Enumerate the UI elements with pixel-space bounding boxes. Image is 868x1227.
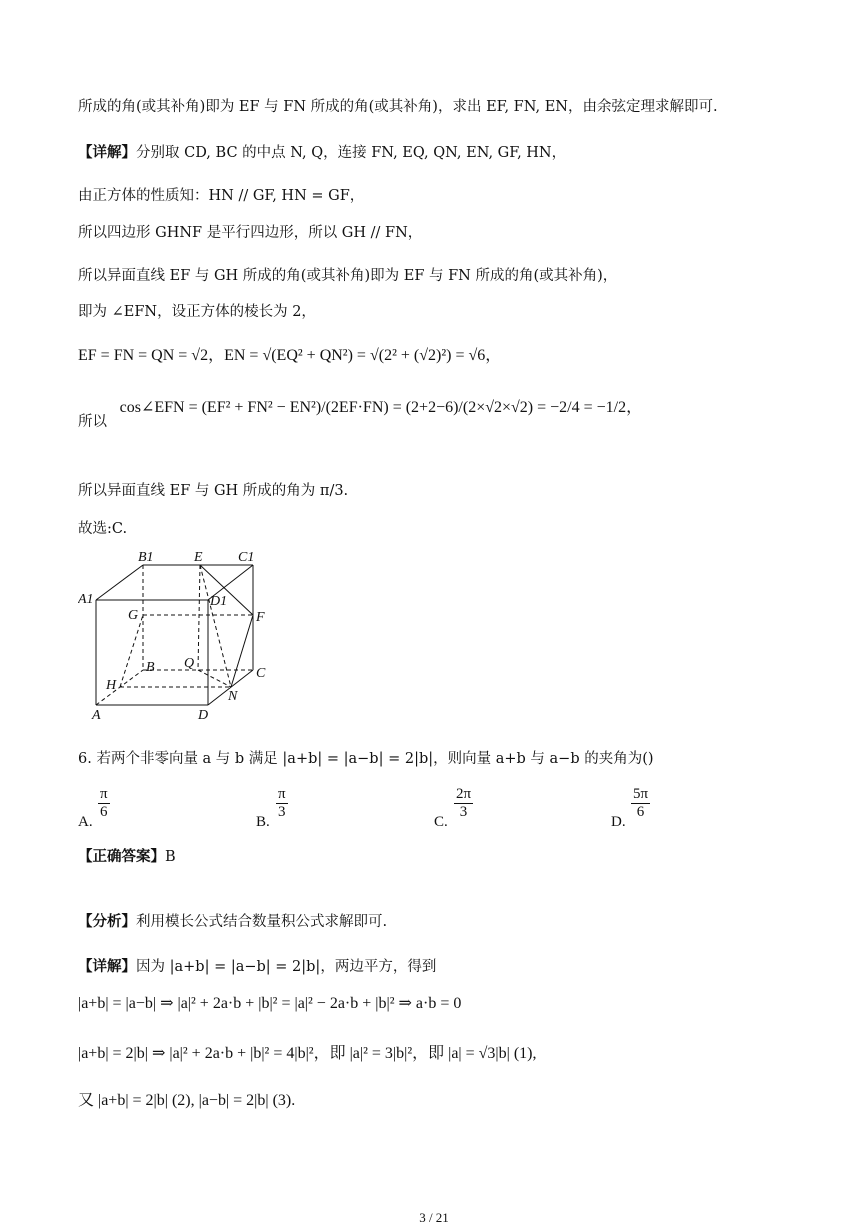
detail-line-4	[78, 1093, 295, 1109]
question-6-text: 6. 若两个非零向量 a 与 b 满足 |a+b| = |a−b| = 2|b|，则向量 a+b 与 a−b 的夹角为()	[78, 751, 654, 767]
option-a-den: 6	[100, 804, 108, 820]
label-a: A	[92, 708, 101, 723]
option-b-label: B.	[256, 814, 270, 830]
detail-line-1	[78, 960, 436, 975]
option-c-den: 3	[459, 804, 468, 820]
line-9-text: 所以异面直线 EF 与 GH 所成的角为 π/3.	[78, 483, 349, 499]
line-10-text: 故选:C.	[78, 521, 128, 537]
detail-4-formula: 又 |a+b| = 2|b| (2), |a−b| = 2|b| (3).	[78, 1092, 296, 1109]
detail-1-text: 因为 |a+b| = |a−b| = 2|b|，两边平方，得到	[136, 959, 437, 975]
segment-e-n	[200, 565, 231, 687]
text-line-1	[78, 100, 718, 115]
label-a1: A1	[78, 592, 94, 607]
label-b: B	[146, 660, 155, 675]
text-line-5	[78, 269, 617, 284]
analysis-tag: 【分析】	[78, 913, 136, 930]
edge-a1-b1	[96, 565, 143, 600]
text-line-6	[78, 305, 316, 320]
line-5-text: 所以异面直线 EF 与 GH 所成的角(或其补角)即为 EF 与 FN 所成的角(或其补角)，	[78, 268, 618, 284]
detail-line-3	[78, 1046, 537, 1062]
label-b1: B1	[138, 550, 154, 565]
option-b-num: π	[278, 786, 286, 802]
option-b-fraction	[276, 786, 288, 821]
option-c-label: C.	[434, 814, 448, 830]
segment-q-n	[198, 670, 231, 687]
text-line-10	[78, 522, 127, 537]
segment-f-n	[231, 615, 253, 687]
option-c-num: 2π	[456, 786, 472, 802]
option-d-fraction	[631, 786, 650, 821]
line-4-text: 所以四边形 GHNF 是平行四边形，所以 GH // FN，	[78, 225, 423, 241]
option-a-label: A.	[78, 814, 93, 830]
label-c: C	[256, 666, 266, 681]
text-line-2	[78, 146, 566, 161]
line-7-formula: EF = FN = QN = √2，EN = √(EQ² + QN²) = √(2² + (√2)²) = √6，	[78, 347, 502, 364]
detail-line-2	[78, 996, 461, 1012]
detail-tag: 【详解】	[78, 144, 136, 161]
label-d1: D1	[210, 594, 228, 609]
line-6-text: 即为 ∠EFN，设正方体的棱长为 2，	[78, 304, 316, 320]
page-number: 3 / 21	[419, 1210, 449, 1225]
line-8-formula: cos∠EFN = (EF² + FN² − EN²)/(2EF·FN) = (2+2−6)/(2×√2×√2) = −2/4 = −1/2，	[119, 399, 643, 416]
label-g: G	[128, 608, 139, 623]
option-a-fraction	[98, 786, 110, 821]
analysis-text: 利用模长公式结合数量积公式求解即可.	[136, 914, 388, 930]
answer-value: B	[165, 849, 176, 865]
answer-line	[78, 850, 176, 865]
analysis-line	[78, 915, 387, 930]
label-n: N	[228, 689, 238, 704]
line-2-text: 分别取 CD, BC 的中点 N, Q，连接 FN, EQ, QN, EN, GF, HN，	[136, 145, 567, 161]
text-line-8	[78, 399, 643, 430]
label-h: H	[106, 678, 117, 693]
question-6	[78, 752, 654, 767]
label-c1: C1	[238, 550, 255, 565]
text-line-3	[78, 189, 364, 204]
text-line-4	[78, 226, 422, 241]
text-line-9	[78, 484, 348, 499]
option-d-label: D.	[611, 814, 626, 830]
cube-diagram	[78, 545, 288, 725]
line-1-text: 所成的角(或其补角)即为 EF 与 FN 所成的角(或其补角)，求出 EF, FN, EN，由余弦定理求解即可.	[78, 99, 718, 115]
detail-tag-2: 【详解】	[78, 958, 136, 975]
label-e: E	[194, 550, 203, 565]
segment-e-q	[198, 565, 200, 670]
option-b-den: 3	[278, 804, 286, 820]
label-f: F	[256, 610, 265, 625]
label-d: D	[198, 708, 209, 723]
label-q: Q	[184, 656, 195, 671]
option-d-den: 6	[636, 804, 645, 820]
detail-2-formula: |a+b| = |a−b| ⇒ |a|² + 2a·b + |b|² = |a|² − 2a·b + |b|² ⇒ a·b = 0	[78, 995, 462, 1012]
answer-tag: 【正确答案】	[78, 848, 165, 865]
option-d-num: 5π	[633, 786, 649, 802]
line-8-prefix: 所以	[78, 414, 107, 430]
option-a-num: π	[100, 786, 108, 802]
detail-3-formula: |a+b| = 2|b| ⇒ |a|² + 2a·b + |b|² = 4|b|²，即 |a|² = 3|b|²，即 |a| = √3|b| (1),	[78, 1045, 537, 1062]
line-3-text: 由正方体的性质知：HN // GF, HN = GF，	[78, 188, 365, 204]
option-c-fraction	[454, 786, 473, 821]
segment-h-g	[120, 615, 143, 687]
text-line-7	[78, 348, 501, 364]
